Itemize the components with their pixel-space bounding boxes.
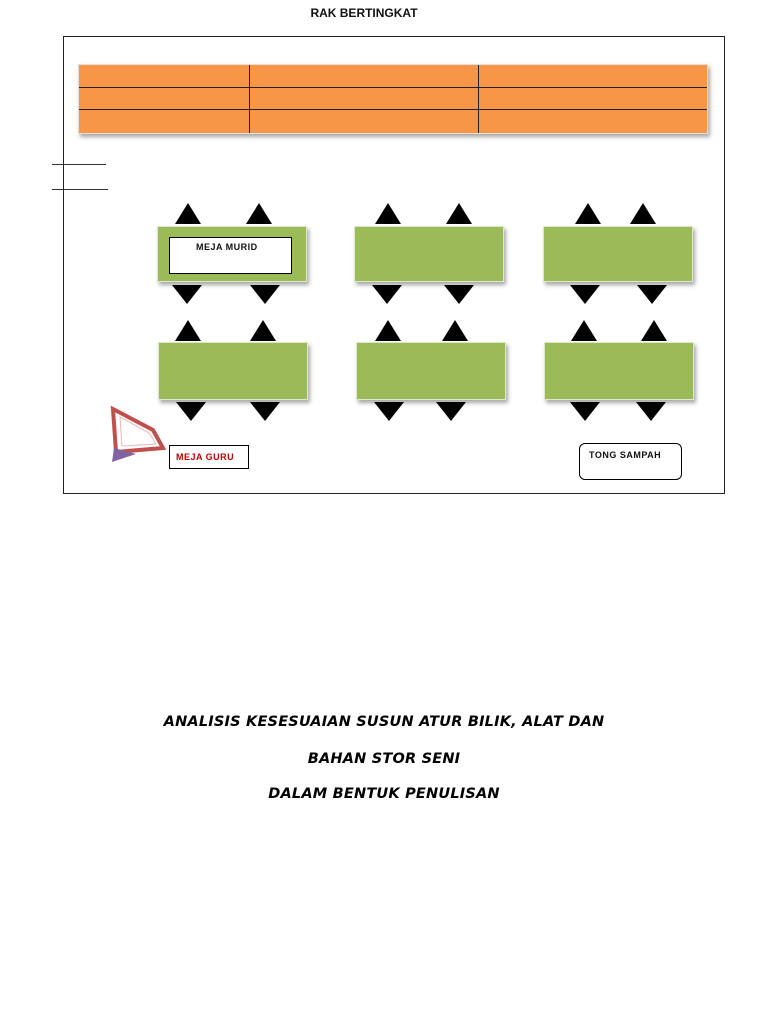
chair-triangle-icon [175,320,201,341]
teacher-desk-label: MEJA GURU [169,445,249,469]
student-desk [354,226,504,282]
chair-triangle-icon [570,402,600,421]
shelf-row-divider [79,109,707,110]
student-desk [543,226,693,282]
heading-line-2: BAHAN STOR SENI [307,751,461,767]
door-line [52,164,106,165]
heading-line-1: ANALISIS KESESUAIAN SUSUN ATUR BILIK, ALAT DAN [163,714,605,730]
chair-triangle-icon [246,203,272,224]
chair-triangle-icon [375,320,401,341]
chair-triangle-icon [442,320,468,341]
chair-triangle-icon [374,402,404,421]
chair-triangle-icon [444,285,474,304]
chair-triangle-icon [250,285,280,304]
chair-triangle-icon [375,203,401,224]
tiered-shelf [78,64,708,134]
chair-triangle-icon [172,285,202,304]
student-desk-label: MEJA MURID [169,237,292,274]
student-desk [158,342,308,400]
chair-triangle-icon [637,285,667,304]
shelf-label: RAK BERTINGKAT [310,6,418,20]
chair-triangle-icon [175,203,201,224]
chair-triangle-icon [571,320,597,341]
chair-triangle-icon [250,320,276,341]
shelf-column-divider [249,65,250,133]
student-desk [544,342,694,400]
shelf-column-divider [478,65,479,133]
heading-line-3: DALAM BENTUK PENULISAN [268,786,500,802]
shelf-row-divider [79,87,707,88]
chair-triangle-icon [446,203,472,224]
chair-triangle-icon [575,203,601,224]
chair-triangle-icon [436,402,466,421]
chair-triangle-icon [641,320,667,341]
student-desk [356,342,506,400]
teacher-chair-icon [104,404,170,468]
chair-triangle-icon [570,285,600,304]
trash-bin-label: TONG SAMPAH [579,443,682,480]
chair-triangle-icon [372,285,402,304]
chair-triangle-icon [636,402,666,421]
chair-triangle-icon [250,402,280,421]
door-line [52,189,108,190]
chair-triangle-icon [630,203,656,224]
chair-triangle-icon [176,402,206,421]
